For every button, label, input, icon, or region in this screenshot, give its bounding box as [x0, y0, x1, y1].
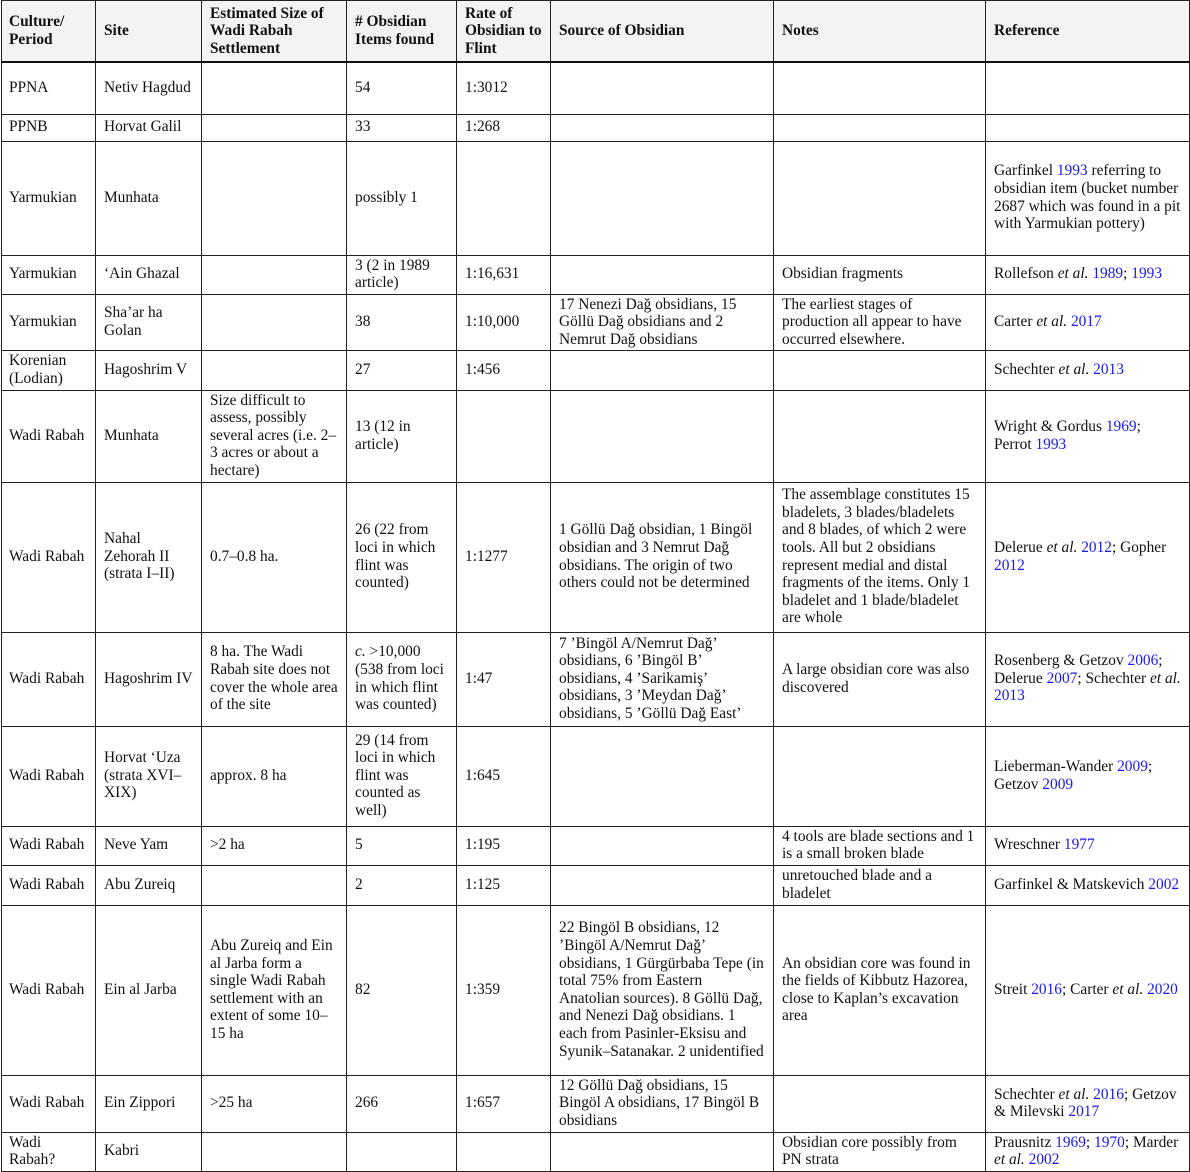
- cell-site: Ein al Jarba: [96, 905, 202, 1075]
- citation-link[interactable]: 1970: [1094, 1133, 1125, 1151]
- cell-period: Wadi Rabah: [2, 726, 96, 826]
- text-run: Streit: [994, 981, 1032, 999]
- text-run: Garfinkel & Matskevich: [994, 876, 1149, 894]
- header-reference: Reference: [986, 1, 1190, 63]
- header-period: Culture/ Period: [2, 1, 96, 63]
- text-run: ; Getzov & Milevski: [994, 1085, 1177, 1121]
- cell-period: Wadi Rabah: [2, 390, 96, 482]
- cell-size: [202, 865, 347, 905]
- cell-notes: A large obsidian core was also discovered: [774, 632, 986, 726]
- italic-text: et al.: [1058, 1085, 1090, 1103]
- cell-source: [551, 1132, 774, 1171]
- cell-site: Ein Zippori: [96, 1075, 202, 1132]
- citation-link[interactable]: 1969: [1055, 1133, 1086, 1151]
- citation-link[interactable]: 2009: [1117, 758, 1148, 776]
- cell-notes: Obsidian fragments: [774, 255, 986, 294]
- text-run: 29 (14 from loci in which flint was counted as well): [355, 731, 436, 820]
- cell-items: [347, 294, 457, 351]
- table-row: [2, 114, 1190, 141]
- cell-period: Wadi Rabah: [2, 826, 96, 865]
- cell-rate: 1:268: [457, 114, 551, 141]
- cell-reference: [986, 865, 1190, 905]
- header-notes: Notes: [774, 1, 986, 63]
- cell-site: Munhata: [96, 390, 202, 482]
- italic-text: et al.: [1057, 265, 1089, 283]
- citation-link[interactable]: 2016: [1031, 981, 1062, 999]
- cell-size: [202, 351, 347, 390]
- cell-site: Neve Yam: [96, 826, 202, 865]
- citation-link[interactable]: 1969: [1105, 418, 1137, 436]
- cell-site: ‘Ain Ghazal: [96, 255, 202, 294]
- cell-rate: 1:359: [457, 905, 551, 1075]
- citation-link[interactable]: 2013: [1093, 361, 1124, 379]
- text-run: ; Carter: [1061, 981, 1113, 999]
- citation-link[interactable]: 2017: [1068, 1103, 1100, 1121]
- table-row: [2, 632, 1190, 726]
- cell-items: [347, 114, 457, 141]
- cell-items: [347, 1132, 457, 1171]
- cell-notes: [774, 1075, 986, 1132]
- cell-size: [202, 141, 347, 255]
- cell-rate: 1:657: [457, 1075, 551, 1132]
- table-row: [2, 482, 1190, 632]
- text-run: 27: [355, 361, 371, 379]
- cell-source: 22 Bingöl B obsidians, 12 ’Bingöl A/Nemrut Dağ’ obsidians, 1 Gürgürbaba Tepe (in total 75% from Eastern Anatolian sources). 8 Göllü Dağ, and Nenezi Dağ obsidians. 1 each from Pasinler-Eksisu and Syunik–Satanakar. 2 unidentified: [551, 905, 774, 1075]
- cell-site: Hagoshrim V: [96, 351, 202, 390]
- cell-size: Abu Zureiq and Ein al Jarba form a single Wadi Rabah settlement with an extent of some 10–15 ha: [202, 905, 347, 1075]
- cell-notes: [774, 62, 986, 114]
- cell-reference: [986, 62, 1190, 114]
- cell-period: Wadi Rabah: [2, 865, 96, 905]
- text-run: 3 (2 in 1989 article): [355, 256, 430, 292]
- header-site: Site: [96, 1, 202, 63]
- text-run: ; Gopher: [1111, 539, 1167, 557]
- citation-link[interactable]: 2002: [1028, 1151, 1060, 1169]
- cell-rate: 1:16,631: [457, 255, 551, 294]
- text-run: 33: [355, 118, 371, 136]
- cell-reference: [986, 255, 1190, 294]
- text-run: ; Perrot: [994, 418, 1141, 453]
- header-items: # Obsidian Items found: [347, 1, 457, 63]
- cell-source: 7 ’Bingöl A/Nemrut Dağ’ obsidians, 6 ’Bingöl B’ obsidians, 4 ’Sarikamiş’ obsidians, 3 ’Meydan Dağ’ obsidians, 5 ’Göllü Dağ East’: [551, 632, 774, 726]
- cell-rate: 1:195: [457, 826, 551, 865]
- text-run: ;: [1123, 265, 1132, 283]
- cell-notes: unretouched blade and a bladelet: [774, 865, 986, 905]
- cell-reference: [986, 726, 1190, 826]
- text-run: Schechter: [994, 361, 1059, 379]
- cell-reference: [986, 826, 1190, 865]
- cell-reference: [986, 390, 1190, 482]
- table-row: [2, 1132, 1190, 1171]
- text-run: Rosenberg & Getzov: [994, 652, 1128, 670]
- cell-source: [551, 826, 774, 865]
- italic-text: c.: [355, 643, 366, 661]
- citation-link[interactable]: 1989: [1092, 265, 1124, 283]
- table-row: [2, 826, 1190, 865]
- cell-size: [202, 114, 347, 141]
- cell-rate: 1:10,000: [457, 294, 551, 351]
- cell-size: [202, 1132, 347, 1171]
- cell-period: Wadi Rabah: [2, 632, 96, 726]
- cell-reference: [986, 294, 1190, 351]
- cell-reference: [986, 114, 1190, 141]
- text-run: referring to obsidian item (bucket number 2687 which was found in a pit with Yarmukian pottery): [994, 162, 1181, 233]
- cell-notes: [774, 726, 986, 826]
- text-run: Carter: [994, 313, 1037, 331]
- cell-reference: [986, 632, 1190, 726]
- cell-notes: 4 tools are blade sections and 1 is a small broken blade: [774, 826, 986, 865]
- citation-link[interactable]: 2020: [1147, 981, 1178, 999]
- cell-site: Horvat ‘Uza (strata XVI–XIX): [96, 726, 202, 826]
- text-run: ; Marder: [1124, 1133, 1179, 1151]
- text-run: ; Schechter: [1077, 669, 1150, 687]
- cell-site: Nahal Zehorah II (strata I–II): [96, 482, 202, 632]
- cell-reference: [986, 1132, 1190, 1171]
- text-run: Garfinkel: [994, 162, 1057, 180]
- italic-text: et al.: [1150, 669, 1181, 687]
- table-row: [2, 294, 1190, 351]
- text-run: ;: [1085, 1133, 1095, 1151]
- text-run: Schechter: [994, 1085, 1059, 1103]
- text-run: 26 (22 from loci in which flint was counted): [355, 521, 436, 592]
- cell-size: [202, 62, 347, 114]
- cell-site: Abu Zureiq: [96, 865, 202, 905]
- text-run: Lieberman-Wander: [994, 758, 1118, 776]
- cell-size: 8 ha. The Wadi Rabah site does not cover the whole area of the site: [202, 632, 347, 726]
- citation-link[interactable]: 2016: [1093, 1085, 1124, 1103]
- cell-items: [347, 390, 457, 482]
- cell-reference: [986, 141, 1190, 255]
- header-source: Source of Obsidian: [551, 1, 774, 63]
- cell-site: Hagoshrim IV: [96, 632, 202, 726]
- citation-link[interactable]: 1993: [1056, 162, 1088, 180]
- cell-period: PPNA: [2, 62, 96, 114]
- text-run: 266: [355, 1094, 379, 1112]
- table-row: [2, 351, 1190, 390]
- text-run: 54: [355, 78, 371, 96]
- cell-site: Horvat Galil: [96, 114, 202, 141]
- cell-size: Size difficult to assess, possibly several acres (i.e. 2–3 acres or about a hectare): [202, 390, 347, 482]
- cell-notes: [774, 114, 986, 141]
- header-row: [2, 1, 1190, 63]
- cell-period: Wadi Rabah?: [2, 1132, 96, 1171]
- cell-notes: [774, 390, 986, 482]
- text-run: Rollefson: [994, 265, 1058, 283]
- cell-source: [551, 390, 774, 482]
- table-row: [2, 865, 1190, 905]
- cell-size: [202, 294, 347, 351]
- citation-link[interactable]: 2006: [1127, 652, 1159, 670]
- cell-items: [347, 482, 457, 632]
- citation-link[interactable]: 2007: [1046, 669, 1078, 687]
- cell-reference: [986, 482, 1190, 632]
- table-row: [2, 62, 1190, 114]
- citation-link[interactable]: 2009: [1042, 775, 1074, 793]
- cell-source: [551, 141, 774, 255]
- cell-reference: [986, 905, 1190, 1075]
- italic-text: et al.: [1036, 313, 1068, 331]
- cell-source: 1 Göllü Dağ obsidian, 1 Bingöl obsidian and 3 Nemrut Dağ obsidians. The origin of two others could not be determined: [551, 482, 774, 632]
- italic-text: et al.: [1058, 361, 1090, 379]
- text-run: ; Delerue: [994, 652, 1163, 687]
- cell-period: Wadi Rabah: [2, 482, 96, 632]
- header-rate: Rate of Obsidian to Flint: [457, 1, 551, 63]
- cell-source: 17 Nenezi Dağ obsidians, 15 Göllü Dağ obsidians and 2 Nemrut Dağ obsidians: [551, 294, 774, 351]
- cell-source: [551, 255, 774, 294]
- cell-size: [202, 255, 347, 294]
- cell-size: >2 ha: [202, 826, 347, 865]
- text-run: possibly 1: [355, 188, 418, 206]
- cell-source: [551, 351, 774, 390]
- citation-link[interactable]: 1993: [1035, 435, 1067, 453]
- cell-source: [551, 865, 774, 905]
- cell-rate: [457, 390, 551, 482]
- text-run: 13 (12 in article): [355, 418, 411, 453]
- cell-period: Wadi Rabah: [2, 1075, 96, 1132]
- table-row: [2, 390, 1190, 482]
- cell-items: [347, 826, 457, 865]
- cell-items: [347, 632, 457, 726]
- text-run: 82: [355, 981, 371, 999]
- cell-period: Korenian (Lodian): [2, 351, 96, 390]
- cell-rate: [457, 1132, 551, 1171]
- table-row: [2, 141, 1190, 255]
- cell-reference: [986, 351, 1190, 390]
- cell-period: PPNB: [2, 114, 96, 141]
- citation-link[interactable]: 2013: [994, 687, 1025, 705]
- cell-rate: 1:125: [457, 865, 551, 905]
- cell-size: 0.7–0.8 ha.: [202, 482, 347, 632]
- cell-site: Sha’ar ha Golan: [96, 294, 202, 351]
- citation-link[interactable]: 1977: [1063, 836, 1095, 854]
- cell-notes: An obsidian core was found in the fields of Kibbutz Hazorea, close to Kaplan’s excavation area: [774, 905, 986, 1075]
- text-run: Prausnitz: [994, 1133, 1056, 1151]
- cell-items: [347, 351, 457, 390]
- cell-site: Munhata: [96, 141, 202, 255]
- table-body: [2, 62, 1190, 1171]
- cell-items: [347, 255, 457, 294]
- cell-items: [347, 141, 457, 255]
- cell-period: Wadi Rabah: [2, 905, 96, 1075]
- text-run: 5: [355, 836, 363, 854]
- cell-rate: 1:47: [457, 632, 551, 726]
- table-row: [2, 1075, 1190, 1132]
- text-run: 2: [355, 876, 363, 894]
- cell-notes: The assemblage constitutes 15 bladelets, 3 blades/bladelets and 8 blades, of which 2 were tools. All but 2 obsidians represent medial and distal fragments of the items. Only 1 bladelet and 1 blade/bladelet are whole: [774, 482, 986, 632]
- citation-link[interactable]: 2012: [994, 556, 1025, 574]
- italic-text: et al.: [1112, 981, 1144, 999]
- header-size: Estimated Size of Wadi Rabah Settlement: [202, 1, 347, 63]
- table-row: [2, 726, 1190, 826]
- cell-notes: [774, 141, 986, 255]
- citation-link[interactable]: 2012: [1081, 539, 1112, 557]
- cell-period: Yarmukian: [2, 141, 96, 255]
- cell-period: Yarmukian: [2, 294, 96, 351]
- cell-source: [551, 62, 774, 114]
- cell-site: Kabri: [96, 1132, 202, 1171]
- cell-source: 12 Göllü Dağ obsidians, 15 Bingöl A obsidians, 17 Bingöl B obsidians: [551, 1075, 774, 1132]
- citation-link[interactable]: 1993: [1131, 265, 1163, 283]
- table-row: [2, 255, 1190, 294]
- text-run: ; Getzov: [994, 758, 1153, 793]
- text-run: Wreschner: [994, 836, 1064, 854]
- cell-size: >25 ha: [202, 1075, 347, 1132]
- citation-link[interactable]: 2017: [1070, 313, 1102, 331]
- cell-rate: 1:456: [457, 351, 551, 390]
- cell-items: [347, 905, 457, 1075]
- citation-link[interactable]: 2002: [1148, 876, 1180, 894]
- cell-rate: 1:3012: [457, 62, 551, 114]
- italic-text: et al.: [1046, 539, 1078, 557]
- cell-reference: [986, 1075, 1190, 1132]
- cell-source: [551, 726, 774, 826]
- cell-site: Netiv Hagdud: [96, 62, 202, 114]
- text-run: Wright & Gordus: [994, 418, 1106, 436]
- cell-notes: [774, 351, 986, 390]
- text-run: 38: [355, 313, 371, 331]
- obsidian-table: [1, 0, 1190, 1172]
- cell-rate: 1:1277: [457, 482, 551, 632]
- text-run: Delerue: [994, 539, 1047, 557]
- cell-size: approx. 8 ha: [202, 726, 347, 826]
- cell-items: [347, 62, 457, 114]
- italic-text: et al.: [994, 1151, 1025, 1169]
- cell-period: Yarmukian: [2, 255, 96, 294]
- cell-source: [551, 114, 774, 141]
- cell-items: [347, 726, 457, 826]
- cell-notes: Obsidian core possibly from PN strata: [774, 1132, 986, 1171]
- cell-items: [347, 865, 457, 905]
- cell-rate: [457, 141, 551, 255]
- text-run: >10,000 (538 from loci in which flint was counted): [355, 643, 444, 714]
- cell-notes: The earliest stages of production all appear to have occurred elsewhere.: [774, 294, 986, 351]
- cell-items: [347, 1075, 457, 1132]
- table-row: [2, 905, 1190, 1075]
- cell-rate: 1:645: [457, 726, 551, 826]
